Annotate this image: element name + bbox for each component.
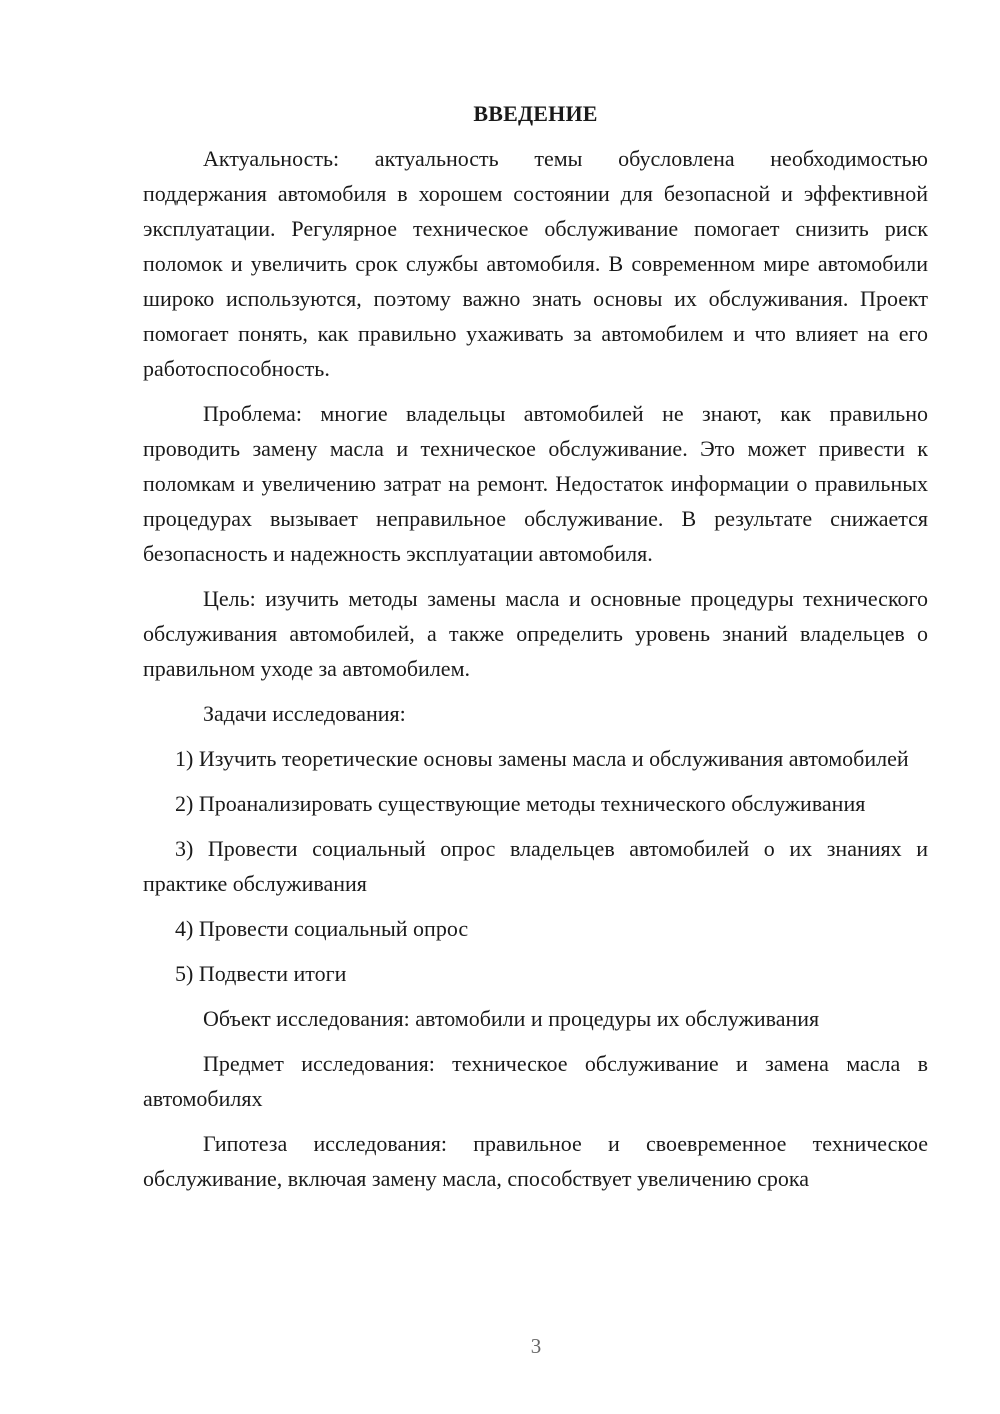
tasks-heading: Задачи исследования: xyxy=(203,701,406,726)
task-item-5: 5) Подвести итоги xyxy=(175,961,347,986)
task-item-4: 4) Провести социальный опрос xyxy=(175,916,469,941)
subject-paragraph: Предмет исследования: техническое обслуживание и замена масла в автомобилях xyxy=(143,1051,928,1111)
problem-paragraph: Проблема: многие владельцы автомобилей не знают, как правильно проводить замену масла и техническое обслуживание. Это может привести к поломкам и увеличению затрат на ремонт. Недостаток информации о правильных процедурах вызывает неправильное обслуживание. В результате снижается безопасность и надежность эксплуатации автомобиля. xyxy=(143,401,928,566)
goal-paragraph: Цель: изучить методы замены масла и основные процедуры технического обслуживания автомобилей, а также определить уровень знаний владельцев о правильном уходе за автомобилем. xyxy=(143,586,928,681)
task-item-1: 1) Изучить теоретические основы замены масла и обслуживания автомобилей xyxy=(175,746,909,771)
hypothesis-paragraph: Гипотеза исследования: правильное и своевременное техническое обслуживание, включая замену масла, способствует увеличению срока xyxy=(143,1131,928,1191)
relevance-paragraph: Актуальность: актуальность темы обусловлена необходимостью поддержания автомобиля в хорошем состоянии для безопасной и эффективной эксплуатации. Регулярное техническое обслуживание помогает снизить риск поломок и увеличить срок службы автомобиля. В современном мире автомобили широко используются, поэтому важно знать основы их обслуживания. Проект помогает понять, как правильно ухаживать за автомобилем и что влияет на его работоспособность. xyxy=(143,146,928,381)
task-item-2: 2) Проанализировать существующие методы технического обслуживания xyxy=(175,791,866,816)
object-paragraph: Объект исследования: автомобили и процедуры их обслуживания xyxy=(203,1006,820,1031)
page-number: 3 xyxy=(530,1334,542,1358)
page-content xyxy=(143,96,928,1206)
task-item-3: 3) Провести социальный опрос владельцев автомобилей о их знаниях и практике обслуживания xyxy=(143,836,928,896)
page-title: ВВЕДЕНИЕ xyxy=(473,101,598,126)
